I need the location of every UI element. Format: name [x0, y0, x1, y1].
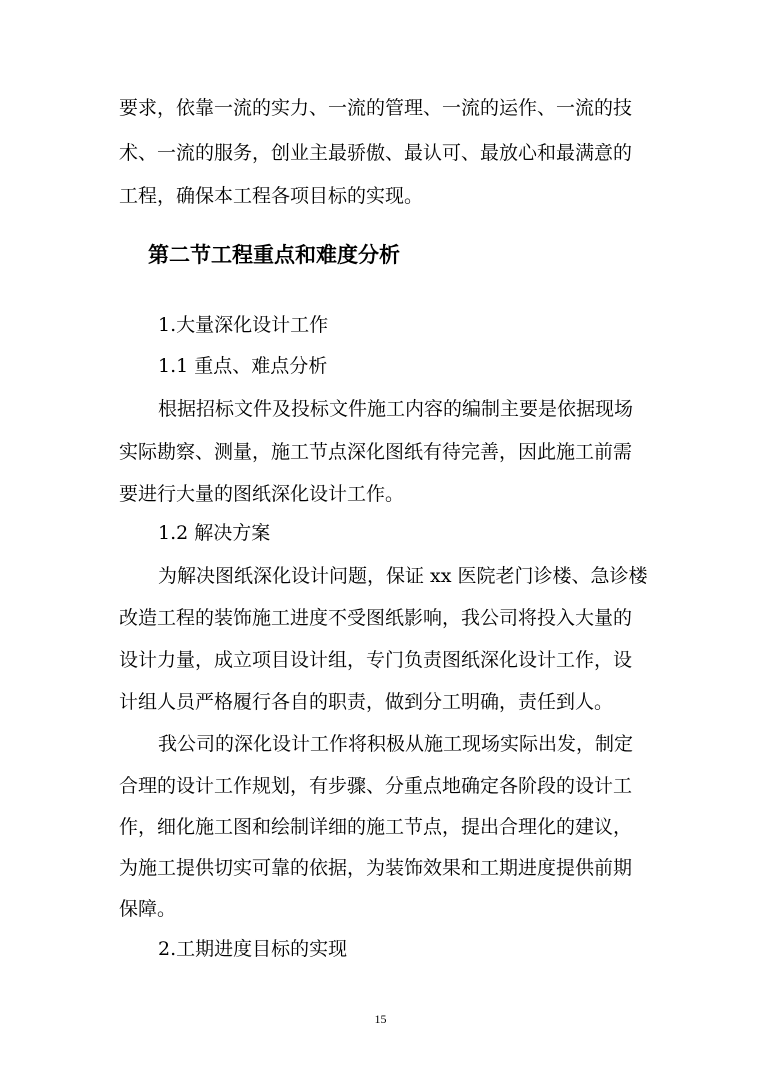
paragraph-company-line: 我公司的深化设计工作将积极从施工现场实际出发，制定 — [158, 733, 634, 755]
paragraph-company-line: 合理的设计工作规划，有步骤、分重点地确定各阶段的设计工 — [119, 775, 633, 797]
paragraph-solution-line: 改造工程的装饰施工进度不受图纸影响，我公司将投入大量的 — [119, 607, 633, 629]
page-number: 15 — [374, 1012, 387, 1026]
item-1-2-title: 1.2 解决方案 — [158, 522, 271, 544]
paragraph-company-line: 为施工提供切实可靠的依据，为装饰效果和工期进度提供前期 — [119, 857, 633, 879]
item-1-1-title: 1.1 重点、难点分析 — [158, 355, 328, 377]
item-2-title: 2.工期进度目标的实现 — [158, 938, 348, 960]
paragraph-intro-line: 要求，依靠一流的实力、一流的管理、一流的运作、一流的技 — [119, 97, 633, 119]
paragraph-solution-line: 设计力量，成立项目设计组，专门负责图纸深化设计工作，设 — [119, 649, 633, 671]
section-heading: 第二节工程重点和难度分析 — [148, 243, 400, 267]
paragraph-solution-line: 为解决图纸深化设计问题，保证 xx 医院老门诊楼、急诊楼 — [158, 565, 648, 587]
paragraph-company-line: 作，细化施工图和绘制详细的施工节点，提出合理化的建议， — [119, 816, 633, 838]
paragraph-analysis-line: 根据招标文件及投标文件施工内容的编制主要是依据现场 — [158, 398, 634, 420]
paragraph-analysis-line: 实际勘察、测量，施工节点深化图纸有待完善，因此施工前需 — [119, 441, 633, 463]
item-1-title: 1.大量深化设计工作 — [158, 314, 329, 336]
paragraph-intro-line: 工程，确保本工程各项目标的实现。 — [119, 185, 424, 207]
paragraph-intro-line: 术、一流的服务，创业主最骄傲、最认可、最放心和最满意的 — [119, 142, 633, 164]
paragraph-solution-line: 计组人员严格履行各自的职责，做到分工明确，责任到人。 — [119, 691, 614, 713]
paragraph-analysis-line: 要进行大量的图纸深化设计工作。 — [119, 483, 405, 505]
paragraph-company-line: 保障。 — [119, 898, 177, 920]
